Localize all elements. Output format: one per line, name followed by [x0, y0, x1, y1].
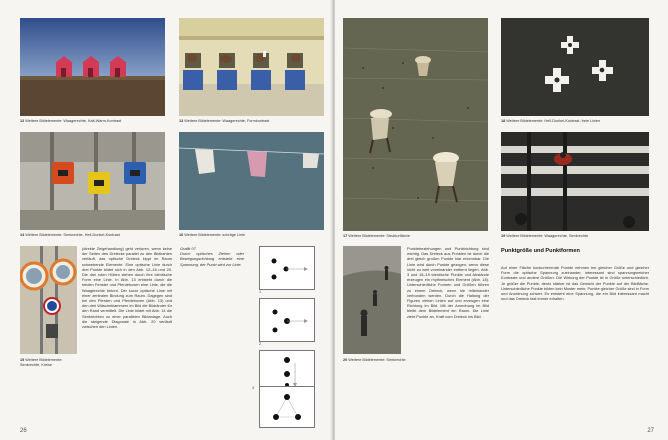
caption-16: 16 Weitere Bildelemente: schräge Linie — [179, 233, 246, 237]
photo-electricity-boxes — [20, 132, 165, 230]
left-page — [0, 0, 333, 440]
figure-1-number: 1 — [259, 290, 262, 294]
photo-white-crosses — [501, 18, 649, 116]
caption-18: 18 Weitere Bildelemente: Hell-Dunkel-Kontrast, freie Linien — [501, 119, 601, 123]
section-heading: Punktgröße und Punktformen — [501, 248, 580, 254]
figure-4 — [259, 386, 315, 428]
right-page — [335, 0, 668, 440]
photo-horse-stable — [179, 18, 324, 116]
right-body-text-1: Punktebeziehungen und Punktrichtung sind wichtig. Das Dreieck aus Punkten ist durch die drei gleich großen Punkte klar erkennbar. Die Linie wird durch Punkte gezogen, wenn diese nicht zu weit voneinander entfernt liegen. Abb. 3 und 18–19 identische Punkte und Abstände erzeugen ein rhythmisches Element (Abb. 18). Unterschiedliche Formen und Größen führen zu einem Dreieck, wenn sie miteinander verbunden werden. Durch die Haltung der Figuren ziehen Linien auf und erzeugen eine Richtung im Bild. Mit der Anordnung im Bild bleibt dem Bildelement ein Raum. Die Linie zieht Punkte an, Kraft vom Dreieck ins Bild. — [407, 246, 489, 319]
grafik-text: Durch optisches Ziehen oder Bewegungsrichtung entsteht eine Spannung, der Punkt wird zur Linie. — [180, 251, 244, 267]
figure-2 — [259, 298, 315, 342]
caption-19: 19 Weitere Bildelemente: Waagerechte, Senkrechte — [501, 234, 589, 238]
caption-12: 12 Weitere Bildelemente: Waagerechte, Kalt-Warm-Kontrast — [20, 119, 122, 123]
photo-crosswalk — [501, 132, 649, 231]
photo-traffic-mirrors — [20, 246, 77, 354]
figure-4-number: 4 — [252, 386, 255, 390]
figure-2-number: 2 — [259, 342, 262, 346]
caption-15: 15 Weitere Bildelemente: Senkrechte, Kreise — [20, 358, 63, 367]
grafik-note — [180, 246, 244, 267]
caption-14: 14 Weitere Bildelemente: Senkrechte, Hell-Dunkel-Kontrast — [20, 233, 120, 237]
caption-13: 13 Weitere Bildelemente: Waagerechte, Formkontrast — [179, 119, 270, 123]
photo-red-huts — [20, 18, 165, 116]
page-number-right: 27 — [647, 428, 654, 434]
caption-20: 20 Weitere Bildelemente: Senkrechte — [343, 358, 406, 362]
photo-hillside-figures — [343, 246, 401, 354]
photo-rice-paddy-workers — [343, 18, 488, 231]
photo-clothesline — [179, 132, 324, 230]
right-body-text-2: Auf einer Fläche konkurrierende Punkte nehmen bei gleicher Größe und gleicher Form die optische Spannung zueinander, interessant sind spannungsreicher Kontraste und andere Größen. Die Wirkung der Punkte ist in Größe unterschiedlich. Je größer die Punkte, desto stärker ist das Gewicht der Punkte auf der Bildfläche. Unterschiedliche Punkte bilden kein Muster mehr, Punkte gleicher Größe sind in Form und Anordnung schwer. Es entsteht eine Spannung, die ein Bild interessant macht und das Dreieck fast immer erhalten. — [501, 265, 649, 302]
page-number-left: 26 — [20, 428, 27, 434]
caption-17: 17 Weitere Bildelemente: Strukturfläche — [343, 234, 410, 238]
figure-1 — [259, 246, 315, 290]
grafik-title: Grafik 07 — [180, 246, 196, 251]
left-body-text: (direkte Zeigehandlung) geht verloren, wenn keine der Seiten des Dreiecks parallel zu den Bildkanten verläuft, das optische Dreieck kippt im Raum schwebende Elemente. Eine optische Linie durch drei Punkte bildet sich in den Abb. 12–16 und 20. Die drei roten Hütten ziehen durch ihre identische Form eine Linie. In Abb. 13 entsteht durch die beiden Fenster und Pferdeboxen eine Linie, die die Waagerechte betont. Der kurze optische Linie mit einer zentralen Bindung zum Raum. Dagegen sind bei den Pferden und Pferdeboxen (Abb. 13) und den drei Wäscheklammern im Bild die Bildränder für den Rand vermittelt. Die Linie bildet mit Abb. 14 die Senkrechten zu einer parallelen Bildanlage. Auch die steigende Diagonale in Abb. 20 verläuft zwischen den Linien. — [82, 246, 172, 330]
